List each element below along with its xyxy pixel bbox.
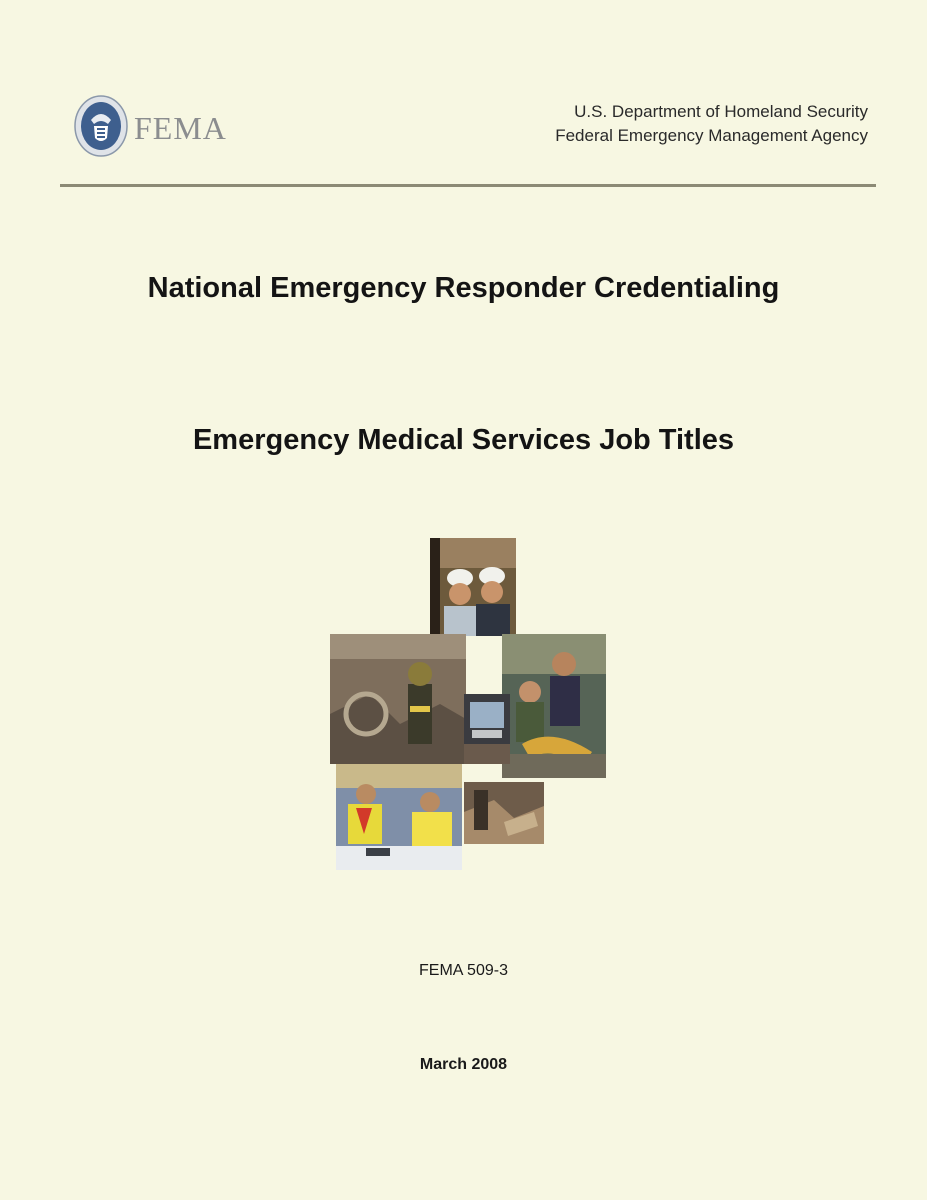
document-title: National Emergency Responder Credentialing xyxy=(147,272,780,304)
rescue-workers-photo xyxy=(502,634,606,778)
debris-site-photo xyxy=(464,782,544,844)
department-name: U.S. Department of Homeland Security xyxy=(574,102,868,121)
agency-block xyxy=(555,100,868,148)
firefighter-rubble-photo xyxy=(330,634,466,764)
photo-collage xyxy=(330,538,610,870)
dhs-seal-icon xyxy=(74,94,128,158)
header-divider xyxy=(60,184,876,187)
document-number: FEMA 509-3 xyxy=(419,962,508,979)
agency-name: Federal Emergency Management Agency xyxy=(555,126,868,145)
office-monitor-photo xyxy=(464,694,510,764)
fema-logo xyxy=(74,94,227,164)
document-header xyxy=(60,90,876,170)
responders-hard-hats-photo xyxy=(430,538,516,636)
operations-center-photo xyxy=(336,764,462,870)
fema-logo-text: FEMA xyxy=(134,110,227,146)
document-subtitle: Emergency Medical Services Job Titles xyxy=(192,424,735,456)
document-date: March 2008 xyxy=(419,1056,508,1073)
